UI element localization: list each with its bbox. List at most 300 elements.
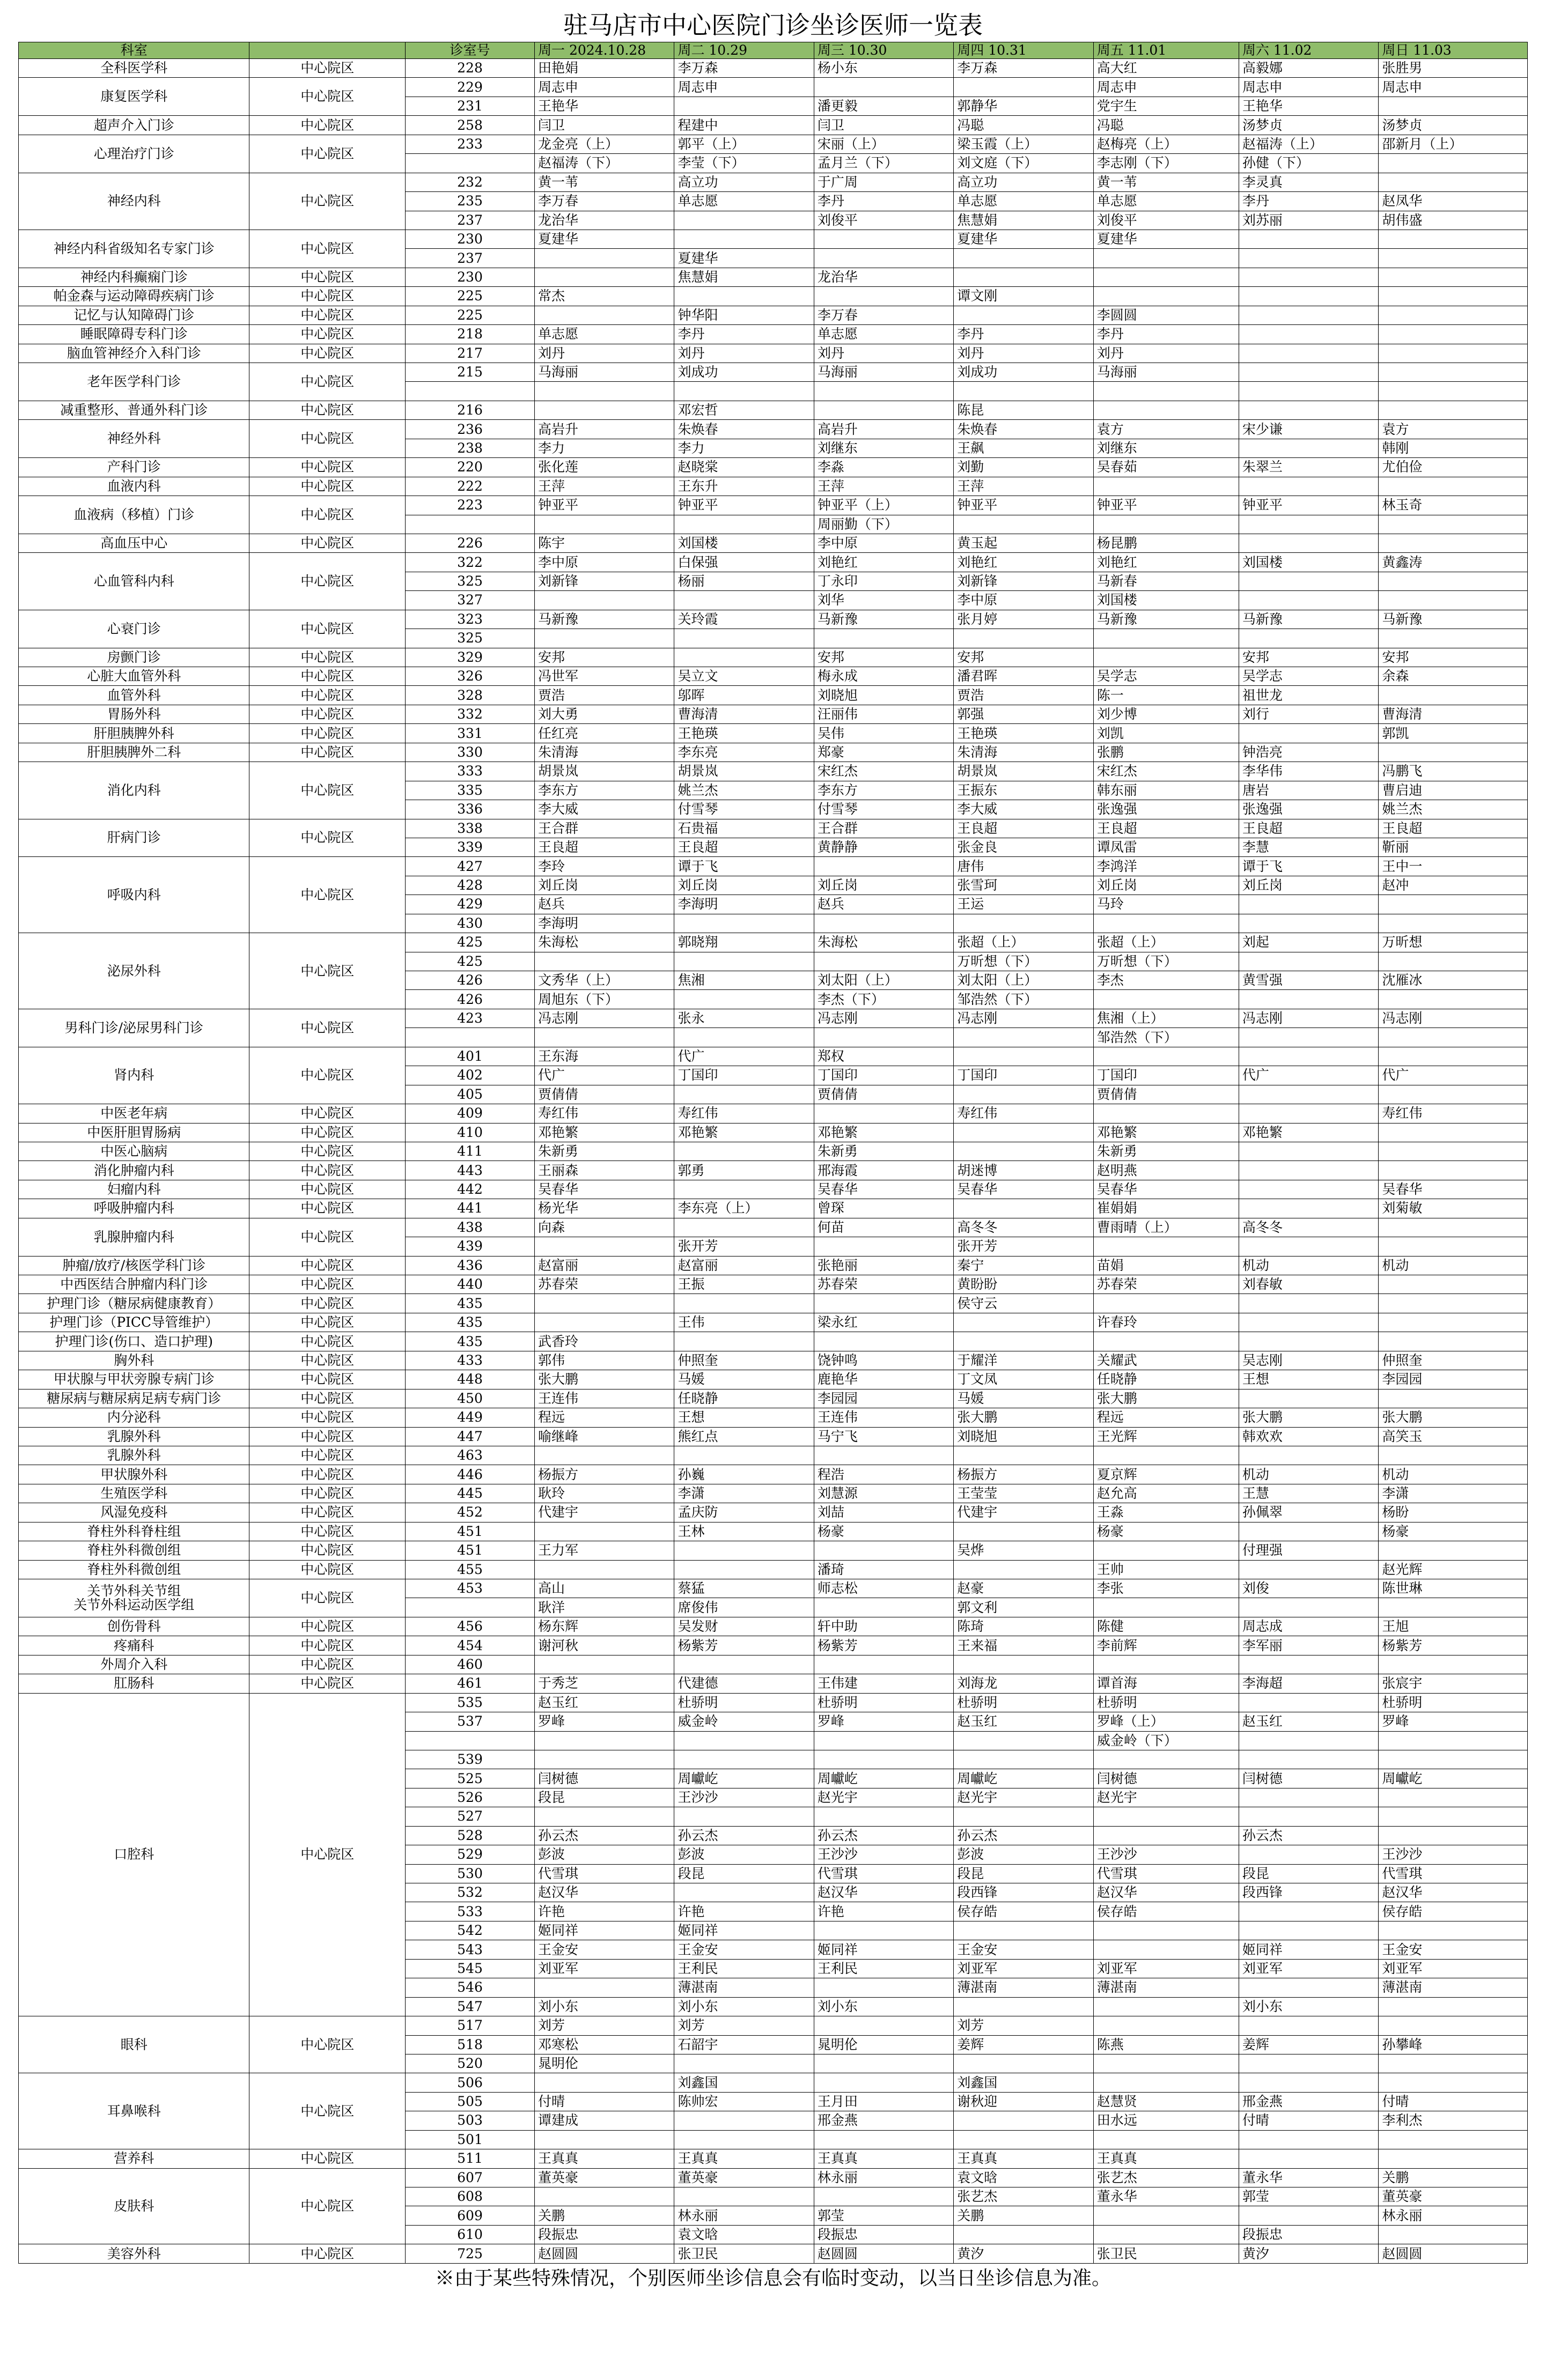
doctor-cell-sat [1239,1332,1378,1351]
doctor-cell-mon: 赵玉红 [535,1693,674,1712]
doctor-cell-thu: 郭强 [954,705,1093,723]
room-cell: 258 [405,116,534,135]
doctor-cell-tue: 刘芳 [674,2016,814,2035]
doctor-cell-mon: 刘亚军 [535,1959,674,1978]
doctor-cell-fri: 丁国印 [1093,1066,1239,1085]
dept-cell: 胃肠外科 [19,705,249,723]
doctor-cell-sat [1239,2130,1378,2149]
doctor-cell-sat [1239,990,1378,1009]
doctor-cell-wed: 赵圆圆 [814,2244,953,2263]
doctor-cell-sun [1379,268,1528,286]
doctor-cell-thu [954,1199,1093,1218]
room-cell: 535 [405,1693,534,1712]
campus-cell: 中心院区 [249,1104,406,1123]
doctor-cell-sat: 赵福涛（上） [1239,135,1378,153]
doctor-cell-thu [954,629,1093,648]
schedule-sheet [18,9,1528,2290]
doctor-cell-fri: 马新春 [1093,572,1239,590]
doctor-cell-wed: 赵汉华 [814,1883,953,1902]
doctor-cell-fri [1093,2225,1239,2244]
doctor-cell-thu: 赵玉红 [954,1712,1093,1731]
doctor-cell-fri: 袁方 [1093,420,1239,439]
doctor-cell-wed [814,1598,953,1617]
doctor-cell-mon: 朱新勇 [535,1142,674,1161]
doctor-cell-fri: 许春玲 [1093,1313,1239,1332]
table-row [19,401,1528,419]
doctor-cell-sat: 李华伟 [1239,762,1378,781]
doctor-cell-sun: 林永丽 [1379,2206,1528,2225]
doctor-cell-tue [674,2130,814,2149]
doctor-cell-sun [1379,230,1528,248]
doctor-cell-thu: 彭波 [954,1845,1093,1864]
doctor-cell-wed: 邓艳繁 [814,1123,953,1142]
room-cell: 235 [405,192,534,211]
doctor-cell-thu: 寿红伟 [954,1104,1093,1123]
doctor-cell-thu: 杜骄明 [954,1693,1093,1712]
table-row [19,1294,1528,1313]
doctor-cell-mon [535,952,674,971]
doctor-cell-fri: 董永华 [1093,2187,1239,2206]
room-cell: 545 [405,1959,534,1978]
doctor-cell-mon: 朱清海 [535,743,674,762]
campus-cell: 中心院区 [249,1484,406,1503]
doctor-cell-sun [1379,1446,1528,1465]
doctor-cell-sat [1239,1921,1378,1940]
table-row [19,59,1528,78]
doctor-cell-mon [535,1978,674,1997]
room-cell: 401 [405,1047,534,1066]
doctor-cell-thu: 朱焕春 [954,420,1093,439]
doctor-cell-mon [535,1807,674,1826]
doctor-cell-fri: 陈健 [1093,1617,1239,1636]
doctor-cell-fri: 张超（上） [1093,933,1239,952]
campus-cell: 中心院区 [249,1275,406,1294]
room-cell: 435 [405,1332,534,1351]
doctor-cell-sat: 代广 [1239,1066,1378,1085]
campus-cell: 中心院区 [249,1465,406,1484]
room-cell: 402 [405,1066,534,1085]
doctor-cell-mon: 冯世军 [535,667,674,686]
doctor-cell-thu: 李大威 [954,800,1093,819]
dept-cell: 肝胆胰脾外科 [19,724,249,743]
doctor-cell-sat [1239,895,1378,914]
dept-cell: 疼痛科 [19,1636,249,1655]
room-cell: 423 [405,1009,534,1028]
doctor-cell-mon: 李万春 [535,192,674,211]
doctor-cell-sun: 侯存皓 [1379,1902,1528,1921]
campus-cell: 中心院区 [249,648,406,667]
doctor-cell-tue: 郭平（上） [674,135,814,153]
doctor-cell-sun: 安邦 [1379,648,1528,667]
doctor-cell-fri [1093,268,1239,286]
doctor-cell-fri: 赵明燕 [1093,1161,1239,1180]
doctor-cell-wed: 朱海松 [814,933,953,952]
doctor-cell-sat [1239,1104,1378,1123]
doctor-cell-sun [1379,1731,1528,1750]
doctor-cell-wed [814,230,953,248]
doctor-cell-tue: 陈帅宏 [674,2092,814,2111]
campus-cell: 中心院区 [249,1693,406,2016]
header-fri: 周五 11.01 [1093,42,1239,59]
doctor-cell-tue: 石贵福 [674,819,814,838]
campus-cell: 中心院区 [249,534,406,552]
doctor-cell-mon: 晁明伦 [535,2054,674,2073]
dept-cell: 老年医学科门诊 [19,363,249,401]
doctor-cell-mon: 王丽森 [535,1161,674,1180]
doctor-cell-mon: 谭建成 [535,2111,674,2130]
doctor-cell-mon: 王艳华 [535,97,674,115]
doctor-cell-fri: 黄一苇 [1093,173,1239,191]
dept-cell: 创伤骨科 [19,1617,249,1636]
doctor-cell-mon: 闫树德 [535,1769,674,1788]
room-cell: 230 [405,268,534,286]
room-cell: 339 [405,838,534,856]
table-row [19,325,1528,344]
doctor-cell-tue [674,990,814,1009]
room-cell: 410 [405,1123,534,1142]
doctor-cell-wed: 王利民 [814,1959,953,1978]
doctor-cell-tue [674,515,814,534]
doctor-cell-mon [535,382,674,401]
doctor-cell-sun: 冯鹏飞 [1379,762,1528,781]
doctor-cell-sat [1239,1598,1378,1617]
doctor-cell-sat: 孙健（下） [1239,154,1378,173]
doctor-cell-wed: 安邦 [814,648,953,667]
doctor-cell-thu [954,2225,1093,2244]
room-cell: 610 [405,2225,534,2244]
doctor-cell-sun [1379,2016,1528,2035]
doctor-cell-sun [1379,306,1528,324]
doctor-cell-wed [814,629,953,648]
dept-cell: 内分泌科 [19,1408,249,1427]
doctor-cell-mon: 马新豫 [535,610,674,629]
doctor-cell-tue: 李丹 [674,325,814,344]
room-cell: 237 [405,249,534,268]
doctor-cell-mon: 高山 [535,1579,674,1598]
doctor-cell-mon [535,2130,674,2149]
doctor-cell-sun [1379,1142,1528,1161]
doctor-cell-sat [1239,1389,1378,1408]
doctor-cell-tue: 周巘屹 [674,1769,814,1788]
header-sat: 周六 11.02 [1239,42,1378,59]
room-cell [405,1731,534,1750]
doctor-cell-thu: 张雪珂 [954,876,1093,895]
doctor-cell-wed: 刘俊平 [814,211,953,230]
doctor-cell-sun: 李潇 [1379,1484,1528,1503]
doctor-cell-thu [954,306,1093,324]
campus-cell: 中心院区 [249,1294,406,1313]
doctor-cell-sat: 吴志刚 [1239,1351,1378,1370]
doctor-cell-tue [674,952,814,971]
dept-cell: 脑血管神经介入科门诊 [19,344,249,363]
doctor-cell-mon: 赵圆圆 [535,2244,674,2263]
doctor-cell-fri: 王淼 [1093,1503,1239,1522]
doctor-cell-fri: 焦湘（上） [1093,1009,1239,1028]
doctor-cell-fri [1093,1047,1239,1066]
room-cell: 427 [405,857,534,876]
doctor-cell-sat [1239,287,1378,306]
doctor-cell-tue: 关玲霞 [674,610,814,629]
room-cell: 439 [405,1237,534,1256]
doctor-cell-mon: 彭波 [535,1845,674,1864]
doctor-cell-wed: 杨豪 [814,1522,953,1541]
doctor-cell-tue [674,1180,814,1199]
doctor-cell-mon [535,1655,674,1674]
doctor-cell-mon: 文秀华（上） [535,971,674,990]
table-row [19,1427,1528,1446]
doctor-cell-sun: 刘亚军 [1379,1959,1528,1978]
room-cell: 542 [405,1921,534,1940]
doctor-cell-wed [814,1446,953,1465]
doctor-cell-wed: 高岩升 [814,420,953,439]
room-cell: 428 [405,876,534,895]
room-cell [405,515,534,534]
room-cell: 501 [405,2130,534,2149]
doctor-cell-thu: 高立功 [954,173,1093,191]
doctor-cell-fri: 刘少博 [1093,705,1239,723]
doctor-cell-fri: 刘国楼 [1093,591,1239,610]
doctor-cell-fri [1093,382,1239,401]
table-row [19,1370,1528,1389]
room-cell: 232 [405,173,534,191]
doctor-cell-sun [1379,572,1528,590]
doctor-cell-sat [1239,1237,1378,1256]
doctor-cell-wed: 黄静静 [814,838,953,856]
room-cell: 215 [405,363,534,382]
doctor-cell-sat: 马新豫 [1239,610,1378,629]
doctor-cell-sun [1379,2073,1528,2092]
doctor-cell-tue [674,1142,814,1161]
room-cell: 518 [405,2035,534,2054]
doctor-cell-wed [814,1978,953,1997]
doctor-cell-thu [954,1750,1093,1769]
doctor-cell-wed: 代雪琪 [814,1864,953,1883]
doctor-cell-wed: 周丽勤（下） [814,515,953,534]
room-cell: 325 [405,629,534,648]
doctor-cell-thu: 谢秋迎 [954,2092,1093,2111]
room-cell: 528 [405,1826,534,1845]
doctor-cell-sat: 周志成 [1239,1617,1378,1636]
doctor-cell-wed: 林永丽 [814,2168,953,2187]
doctor-cell-mon: 贾倩倩 [535,1085,674,1104]
room-cell: 322 [405,553,534,572]
doctor-cell-mon: 武香玲 [535,1332,674,1351]
doctor-cell-sat: 刘苏丽 [1239,211,1378,230]
doctor-cell-tue: 杜骄明 [674,1693,814,1712]
doctor-cell-fri: 吴学志 [1093,667,1239,686]
doctor-cell-sun: 周巘屹 [1379,1769,1528,1788]
doctor-cell-wed [814,914,953,933]
doctor-cell-mon: 代雪琪 [535,1864,674,1883]
doctor-cell-sat: 刘行 [1239,705,1378,723]
doctor-cell-tue [674,1731,814,1750]
doctor-cell-tue: 刘丘岗 [674,876,814,895]
room-cell: 451 [405,1541,534,1560]
campus-cell: 中心院区 [249,1541,406,1560]
doctor-cell-tue: 林永丽 [674,2206,814,2225]
doctor-cell-sat: 赵玉红 [1239,1712,1378,1731]
doctor-cell-fri: 贾倩倩 [1093,1085,1239,1104]
doctor-cell-wed [814,1028,953,1047]
doctor-cell-tue: 刘成功 [674,363,814,382]
doctor-cell-sat: 刘春敏 [1239,1275,1378,1294]
dept-cell: 呼吸内科 [19,857,249,933]
doctor-cell-sun [1379,1389,1528,1408]
dept-cell: 消化肿瘤内科 [19,1161,249,1180]
doctor-cell-wed: 晁明伦 [814,2035,953,2054]
table-row [19,173,1528,191]
room-cell: 438 [405,1218,534,1237]
doctor-cell-fri: 单志愿 [1093,192,1239,211]
doctor-cell-sat: 李军丽 [1239,1636,1378,1655]
dept-cell: 甲状腺外科 [19,1465,249,1484]
doctor-cell-sat [1239,952,1378,971]
campus-cell: 中心院区 [249,1636,406,1655]
doctor-cell-thu: 秦宁 [954,1256,1093,1275]
doctor-cell-thu: 刘成功 [954,363,1093,382]
doctor-cell-thu [954,1085,1093,1104]
room-cell: 447 [405,1427,534,1446]
doctor-cell-wed: 张艳丽 [814,1256,953,1275]
doctor-cell-mon: 关鹏 [535,2206,674,2225]
doctor-cell-sat [1239,1522,1378,1541]
doctor-cell-wed [814,2073,953,2092]
doctor-cell-fri: 苏春荣 [1093,1275,1239,1294]
doctor-cell-sun: 王旭 [1379,1617,1528,1636]
doctor-cell-tue: 许艳 [674,1902,814,1921]
doctor-cell-sat: 姜辉 [1239,2035,1378,2054]
doctor-cell-fri: 刘丘岗 [1093,876,1239,895]
dept-cell: 关节外科关节组 关节外科运动医学组 [19,1579,249,1617]
doctor-cell-wed: 吴伟 [814,724,953,743]
doctor-cell-tue [674,1218,814,1237]
doctor-cell-tue: 郭晓翔 [674,933,814,952]
doctor-cell-sat [1239,401,1378,419]
doctor-cell-sat [1239,344,1378,363]
table-row [19,1104,1528,1123]
doctor-cell-mon: 王力军 [535,1541,674,1560]
table-row [19,2168,1528,2187]
room-cell: 520 [405,2054,534,2073]
doctor-cell-wed: 王真真 [814,2149,953,2168]
doctor-cell-fri: 崔娟娟 [1093,1199,1239,1218]
campus-cell: 中心院区 [249,1579,406,1617]
doctor-cell-wed: 孟月兰（下） [814,154,953,173]
doctor-cell-sun [1379,1598,1528,1617]
doctor-cell-sun: 张宸宇 [1379,1674,1528,1693]
doctor-cell-wed: 邢海霞 [814,1161,953,1180]
doctor-cell-wed: 赵光宇 [814,1788,953,1807]
doctor-cell-fri [1093,401,1239,419]
doctor-cell-sat: 机动 [1239,1465,1378,1484]
doctor-cell-mon: 任红亮 [535,724,674,743]
doctor-cell-wed: 刘华 [814,591,953,610]
doctor-cell-thu: 吴烨 [954,1541,1093,1560]
campus-cell: 中心院区 [249,1009,406,1047]
dept-cell: 血液病（移植）门诊 [19,496,249,534]
doctor-cell-thu: 王真真 [954,2149,1093,2168]
doctor-cell-wed: 刘晓旭 [814,686,953,705]
doctor-cell-tue: 杨丽 [674,572,814,590]
room-cell: 461 [405,1674,534,1693]
room-cell: 218 [405,325,534,344]
doctor-cell-fri: 邹浩然（下） [1093,1028,1239,1047]
table-row [19,2016,1528,2035]
campus-cell: 中心院区 [249,1047,406,1104]
doctor-cell-sun [1379,1541,1528,1560]
doctor-cell-sun [1379,2054,1528,2073]
table-row [19,344,1528,363]
doctor-cell-sat: 黄汐 [1239,2244,1378,2263]
doctor-cell-fri: 刘亚军 [1093,1959,1239,1978]
doctor-cell-tue: 李力 [674,439,814,457]
doctor-cell-tue: 彭波 [674,1845,814,1864]
doctor-cell-fri: 李杰 [1093,971,1239,990]
doctor-cell-tue: 刘丹 [674,344,814,363]
doctor-cell-thu: 黄盼盼 [954,1275,1093,1294]
doctor-cell-sat [1239,363,1378,382]
doctor-cell-tue: 威金岭 [674,1712,814,1731]
doctor-cell-fri: 冯聪 [1093,116,1239,135]
room-cell: 609 [405,2206,534,2225]
doctor-cell-sat [1239,477,1378,496]
campus-cell: 中心院区 [249,1142,406,1161]
doctor-cell-fri [1093,1294,1239,1313]
room-cell: 448 [405,1370,534,1389]
table-row [19,1142,1528,1161]
doctor-cell-sun: 尤伯俭 [1379,458,1528,477]
doctor-cell-fri [1093,2206,1239,2225]
header-tue: 周二 10.29 [674,42,814,59]
room-cell: 426 [405,971,534,990]
doctor-cell-wed: 周巘屹 [814,1769,953,1788]
doctor-cell-tue [674,648,814,667]
room-cell: 237 [405,211,534,230]
doctor-cell-sat: 刘起 [1239,933,1378,952]
room-cell: 449 [405,1408,534,1427]
doctor-cell-sun: 冯志刚 [1379,1009,1528,1028]
room-cell: 230 [405,230,534,248]
dept-cell: 减重整形、普通外科门诊 [19,401,249,419]
doctor-cell-mon: 刘芳 [535,2016,674,2035]
doctor-cell-sun [1379,2130,1528,2149]
dept-cell: 肝病门诊 [19,819,249,857]
doctor-cell-thu: 李中原 [954,591,1093,610]
doctor-cell-wed [814,401,953,419]
room-cell: 323 [405,610,534,629]
doctor-cell-fri: 韩东丽 [1093,781,1239,800]
doctor-cell-sat [1239,1085,1378,1104]
doctor-cell-mon: 王良超 [535,838,674,856]
room-cell: 529 [405,1845,534,1864]
doctor-cell-tue: 焦慧娟 [674,268,814,286]
dept-cell: 男科门诊/泌尿男科门诊 [19,1009,249,1047]
doctor-cell-wed: 刘慧源 [814,1484,953,1503]
doctor-cell-tue [674,914,814,933]
doctor-cell-mon: 王连伟 [535,1389,674,1408]
doctor-cell-thu: 安邦 [954,648,1093,667]
doctor-cell-mon: 于秀芝 [535,1674,674,1693]
doctor-cell-mon: 冯志刚 [535,1009,674,1028]
doctor-cell-fri: 赵梅亮（上） [1093,135,1239,153]
room-cell: 451 [405,1522,534,1541]
doctor-cell-sun: 罗峰 [1379,1712,1528,1731]
campus-cell: 中心院区 [249,420,406,458]
doctor-cell-mon: 赵富丽 [535,1256,674,1275]
doctor-cell-sun: 王金安 [1379,1940,1528,1959]
dept-cell: 肛肠科 [19,1674,249,1693]
doctor-cell-sun: 付晴 [1379,2092,1528,2111]
